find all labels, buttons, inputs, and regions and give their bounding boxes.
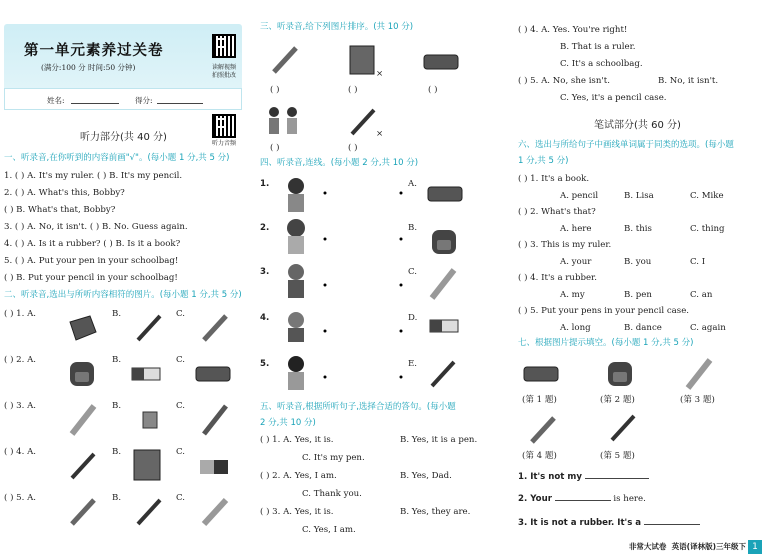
dot[interactable] bbox=[322, 374, 328, 380]
mouse-icon bbox=[280, 308, 320, 348]
s6-opt: C. an bbox=[690, 290, 713, 300]
s2-b: B. bbox=[112, 447, 122, 457]
s7-caption: (第 4 题) bbox=[522, 451, 557, 461]
s6-opt: B. pen bbox=[624, 290, 652, 300]
section4-title: 四、听录音,连线。(每小题 2 分,共 10 分) bbox=[260, 158, 419, 168]
s6-question: ( ) 3. This is my ruler. bbox=[518, 240, 612, 250]
answer-paren[interactable]: ( ) bbox=[270, 143, 280, 153]
s6-opt: A. your bbox=[560, 257, 592, 267]
student-info bbox=[4, 88, 242, 110]
s2-b: B. bbox=[112, 309, 122, 319]
s7-caption: (第 1 题) bbox=[522, 395, 557, 405]
s2-row: ( ) 1. A. bbox=[4, 309, 37, 319]
s2-c: C. bbox=[176, 493, 186, 503]
listening-header: 听力部分(共 40 分) bbox=[80, 132, 167, 143]
answer-paren[interactable]: ( ) bbox=[348, 143, 358, 153]
footer bbox=[629, 541, 746, 552]
pencil-icon bbox=[428, 358, 458, 388]
pencil-case-icon bbox=[198, 454, 232, 480]
column-right bbox=[514, 0, 766, 556]
ruler-icon bbox=[68, 404, 98, 436]
section5-title-cont: 2 分,共 10 分) bbox=[260, 418, 316, 428]
s7-caption: (第 2 题) bbox=[600, 395, 635, 405]
score-label: 得分: bbox=[135, 96, 153, 105]
s6-question: ( ) 1. It's a book. bbox=[518, 174, 590, 184]
s6-question: ( ) 5. Put your pens in your pencil case. bbox=[518, 306, 690, 316]
s1-line: 1. ( ) A. It's my ruler. ( ) B. It's my pencil. bbox=[4, 171, 183, 181]
name-label: 姓名: bbox=[47, 96, 65, 105]
schoolbag-icon bbox=[66, 356, 98, 388]
s2-row: ( ) 3. A. bbox=[4, 401, 37, 411]
dot[interactable] bbox=[398, 190, 404, 196]
s6-opt: C. Mike bbox=[690, 191, 724, 201]
s4-letter: A. bbox=[408, 179, 417, 189]
s6-opt: B. you bbox=[624, 257, 652, 267]
s5-b: B. Yes, it is a pen. bbox=[400, 435, 478, 445]
s4-letter: C. bbox=[408, 267, 418, 277]
s5-line: ( ) 5. A. No, she isn't. bbox=[518, 76, 610, 86]
cross-mark: × bbox=[376, 69, 384, 79]
pen-icon bbox=[200, 312, 230, 342]
pencil-case-icon bbox=[422, 52, 462, 72]
score-field[interactable] bbox=[157, 103, 203, 104]
s1-line: ( ) B. What's that, Bobby? bbox=[4, 205, 116, 215]
pencil-case-icon bbox=[194, 364, 234, 384]
s7-caption: (第 3 题) bbox=[680, 395, 715, 405]
s6-opt: A. my bbox=[560, 290, 585, 300]
s5-line: B. No, it isn't. bbox=[658, 76, 719, 86]
s2-b: B. bbox=[112, 355, 122, 365]
s6-opt: B. dance bbox=[624, 323, 662, 333]
qr-code-icon[interactable] bbox=[212, 34, 236, 58]
column-left bbox=[0, 0, 252, 556]
page-title: 第一单元素养过关卷 bbox=[24, 42, 164, 59]
s4-letter: D. bbox=[408, 313, 418, 323]
s1-line: ( ) B. Put your pencil in your schoolbag! bbox=[4, 273, 178, 283]
girl-icon bbox=[280, 218, 320, 258]
s4-num: 5. bbox=[260, 359, 270, 369]
dot[interactable] bbox=[398, 282, 404, 288]
pencil-case-icon bbox=[426, 184, 466, 204]
column-middle bbox=[256, 0, 510, 556]
s5-line: C. It's my pen. bbox=[302, 453, 365, 463]
answer-paren[interactable]: ( ) bbox=[428, 85, 438, 95]
score-time: (满分:100 分 时间:50 分钟) bbox=[41, 63, 136, 72]
dot[interactable] bbox=[322, 282, 328, 288]
boy-icon bbox=[280, 176, 320, 216]
s1-line: 3. ( ) A. No, it isn't. ( ) B. No. Guess again. bbox=[4, 222, 188, 232]
s1-line: 4. ( ) A. Is it a rubber? ( ) B. Is it a book? bbox=[4, 239, 181, 249]
qr-audio-label: 听力音频 bbox=[211, 140, 236, 147]
s5-line: ( ) 1. A. Yes, it is. bbox=[260, 435, 334, 445]
book-icon bbox=[346, 44, 380, 78]
s2-c: C. bbox=[176, 447, 186, 457]
s6-question: ( ) 4. It's a rubber. bbox=[518, 273, 597, 283]
s6-opt: C. thing bbox=[690, 224, 725, 234]
section1-title: 一、听录音,在你听到的内容前画"√"。(每小题 1 分,共 5 分) bbox=[4, 153, 230, 163]
cross-mark: × bbox=[376, 129, 384, 139]
s2-c: C. bbox=[176, 401, 186, 411]
s4-num: 2. bbox=[260, 223, 270, 233]
dot[interactable] bbox=[398, 328, 404, 334]
s4-letter: B. bbox=[408, 223, 418, 233]
s5-line: C. Yes, I am. bbox=[302, 525, 356, 535]
footer-brand: 非常大试卷 bbox=[628, 542, 667, 551]
section7-title: 七、根据图片提示填空。(每小题 1 分,共 5 分) bbox=[518, 338, 694, 348]
pen-icon bbox=[270, 44, 300, 74]
dot[interactable] bbox=[398, 374, 404, 380]
s7-q2-blank[interactable] bbox=[555, 492, 611, 501]
s7-q2-tail: is here. bbox=[613, 494, 646, 504]
s2-b: B. bbox=[112, 401, 122, 411]
pencil-case-icon bbox=[522, 364, 562, 384]
s4-num: 1. bbox=[260, 179, 270, 189]
s6-opt: A. long bbox=[560, 323, 591, 333]
section6-title: 六、选出与所给句子中画线单词属于同类的选项。(每小题 bbox=[518, 140, 734, 150]
s6-question: ( ) 2. What's that? bbox=[518, 207, 596, 217]
rubber-icon bbox=[130, 364, 164, 384]
footer-book: 英语(译林版)三年级下 bbox=[671, 542, 746, 551]
s2-b: B. bbox=[112, 493, 122, 503]
s5-line: C. It's a schoolbag. bbox=[560, 59, 643, 69]
book-icon bbox=[130, 448, 164, 482]
s6-opt: C. again bbox=[690, 323, 726, 333]
cat-icon bbox=[280, 262, 320, 302]
rubber-icon bbox=[428, 316, 462, 336]
ruler-icon bbox=[200, 496, 230, 526]
s5-b: B. Yes, they are. bbox=[400, 507, 471, 517]
pen-icon bbox=[528, 414, 558, 444]
s7-q1-blank[interactable] bbox=[585, 470, 649, 479]
dot[interactable] bbox=[322, 328, 328, 334]
book-icon bbox=[68, 312, 98, 342]
page-number: 1 bbox=[748, 540, 762, 554]
s5-line: ( ) 3. A. Yes, it is. bbox=[260, 507, 334, 517]
s6-opt: A. here bbox=[560, 224, 592, 234]
s5-line: B. That is a ruler. bbox=[560, 42, 636, 52]
s6-opt: B. this bbox=[624, 224, 652, 234]
qr-audio-icon[interactable] bbox=[212, 114, 236, 138]
ruler-icon bbox=[684, 358, 714, 390]
section3-title: 三、听录音,给下列图片排序。(共 10 分) bbox=[260, 22, 414, 32]
s7-q2: 2. Your bbox=[518, 494, 552, 504]
s4-num: 4. bbox=[260, 313, 270, 323]
pencil-icon bbox=[68, 450, 98, 480]
s1-line: 2. ( ) A. What's this, Bobby? bbox=[4, 188, 125, 198]
s1-line: 5. ( ) A. Put your pen in your schoolbag! bbox=[4, 256, 179, 266]
s2-row: ( ) 5. A. bbox=[4, 493, 37, 503]
s6-opt: B. Lisa bbox=[624, 191, 654, 201]
pen-icon bbox=[200, 404, 230, 436]
schoolbag-icon bbox=[604, 356, 636, 388]
people-icon bbox=[264, 104, 304, 138]
s4-letter: E. bbox=[408, 359, 418, 369]
section6-title-cont: 1 分,共 5 分) bbox=[518, 156, 569, 166]
s7-q1: 1. It's not my bbox=[518, 472, 582, 482]
schoolbag-icon bbox=[428, 224, 460, 256]
s7-q3: 3. It is not a rubber. It's a bbox=[518, 518, 642, 528]
ruler-icon bbox=[428, 268, 458, 300]
s7-q3-blank[interactable] bbox=[644, 516, 700, 525]
dot[interactable] bbox=[322, 190, 328, 196]
s4-num: 3. bbox=[260, 267, 270, 277]
s5-line: ( ) 2. A. Yes, I am. bbox=[260, 471, 337, 481]
boy-icon bbox=[280, 354, 320, 394]
answer-paren[interactable]: ( ) bbox=[270, 85, 280, 95]
s2-c: C. bbox=[176, 355, 186, 365]
s7-caption: (第 5 题) bbox=[600, 451, 635, 461]
s5-line: C. Yes, it's a pencil case. bbox=[560, 93, 667, 103]
section5-title: 五、听录音,根据所听句子,选择合适的答句。(每小题 bbox=[260, 402, 456, 412]
s2-row: ( ) 4. A. bbox=[4, 447, 37, 457]
dot[interactable] bbox=[322, 236, 328, 242]
s5-line: C. Thank you. bbox=[302, 489, 362, 499]
pencil-icon bbox=[134, 312, 164, 342]
s5-line: ( ) 4. A. Yes. You're right! bbox=[518, 25, 628, 35]
answer-paren[interactable]: ( ) bbox=[348, 85, 358, 95]
pencil-icon bbox=[134, 496, 164, 526]
qr-label: 读解视频 拍照批改 bbox=[211, 64, 236, 79]
pencil-icon bbox=[608, 412, 638, 442]
pen-icon bbox=[68, 496, 98, 526]
s2-c: C. bbox=[176, 309, 186, 319]
s5-b: B. Yes, Dad. bbox=[400, 471, 452, 481]
written-header: 笔试部分(共 60 分) bbox=[594, 120, 681, 131]
s2-row: ( ) 2. A. bbox=[4, 355, 37, 365]
section2-title: 二、听录音,选出与所听内容相符的图片。(每小题 1 分,共 5 分) bbox=[4, 290, 242, 300]
dot[interactable] bbox=[398, 236, 404, 242]
s6-opt: A. pencil bbox=[560, 191, 599, 201]
sharpener-icon bbox=[140, 408, 160, 432]
name-field[interactable] bbox=[71, 103, 119, 104]
pencil-icon bbox=[348, 106, 378, 136]
s6-opt: C. I bbox=[690, 257, 706, 267]
